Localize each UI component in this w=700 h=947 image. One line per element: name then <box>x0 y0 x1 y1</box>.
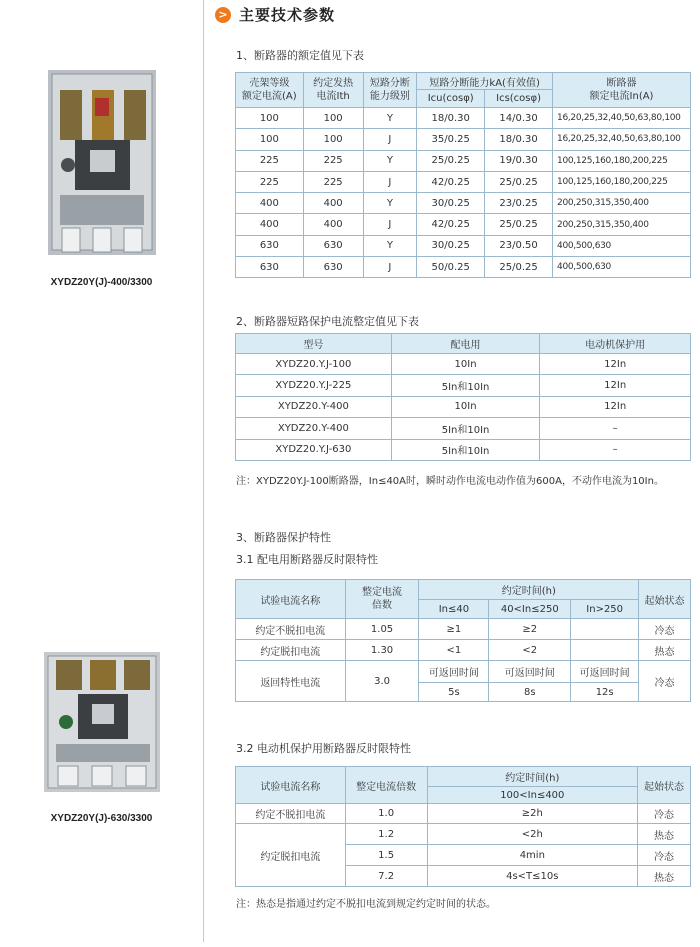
cell: XYDZ20.Y-400 <box>236 396 392 417</box>
cell: 23/0.50 <box>485 235 553 256</box>
cell: Y <box>363 150 417 171</box>
cell: 400 <box>303 214 363 235</box>
table-row <box>236 640 691 661</box>
cell: XYDZ20.Y.J-630 <box>236 439 392 460</box>
cell: 4s<T≤10s <box>427 866 638 887</box>
col-header: 100<In≤400 <box>427 787 638 804</box>
cell: 100 <box>303 129 363 150</box>
cell: 25/0.25 <box>485 171 553 192</box>
cell: <2h <box>427 824 638 845</box>
cell: 630 <box>303 257 363 278</box>
cell: 400 <box>303 193 363 214</box>
col-header: 短路分断 能力级别 <box>363 73 417 108</box>
col-header: 壳架等级 额定电流(A) <box>236 73 304 108</box>
cell: 100,125,160,180,200,225 <box>553 171 691 192</box>
cell: 可返回时间 <box>571 661 639 683</box>
cell: 225 <box>303 150 363 171</box>
table2-title: 2、断路器短路保护电流整定值见下表 <box>236 315 419 328</box>
cell: 25/0.25 <box>485 214 553 235</box>
section3-title: 3、断路器保护特性 <box>236 531 331 544</box>
table-row <box>236 193 691 214</box>
cell: 25/0.25 <box>417 150 485 171</box>
table-row <box>236 171 691 192</box>
col-header: In>250 <box>571 600 639 619</box>
cell <box>571 619 639 640</box>
breaker-image-630 <box>40 652 165 796</box>
cell: 1.30 <box>345 640 419 661</box>
cell: 冷态 <box>638 804 691 824</box>
cell: 225 <box>303 171 363 192</box>
cell: 10In <box>391 354 540 375</box>
product-caption-630: XYDZ20Y(J)-630/3300 <box>50 813 153 824</box>
cell: J <box>363 171 417 192</box>
cell: 200,250,315,350,400 <box>553 193 691 214</box>
col-header: 型号 <box>236 334 392 354</box>
cell: 冷态 <box>639 661 691 702</box>
cell: 16,20,25,32,40,50,63,80,100 <box>553 129 691 150</box>
col-header: 整定电流倍数 <box>345 767 427 804</box>
cell: 12In <box>540 396 691 417</box>
cell: 100 <box>303 108 363 129</box>
rating-table <box>235 72 691 278</box>
cell: 约定不脱扣电流 <box>236 804 346 824</box>
cell: J <box>363 257 417 278</box>
cell: ≥2h <box>427 804 638 824</box>
col-header: 约定发热 电流Ith <box>303 73 363 108</box>
cell: 约定不脱扣电流 <box>236 619 346 640</box>
table3-title: 3.1 配电用断路器反时限特性 <box>236 553 378 566</box>
cell: – <box>540 439 691 460</box>
cell: 630 <box>236 235 304 256</box>
cell: 100 <box>236 108 304 129</box>
section-heading <box>215 4 335 25</box>
product-caption-400: XYDZ20Y(J)-400/3300 <box>50 277 153 288</box>
col-header: 试验电流名称 <box>236 580 346 619</box>
table4-title: 3.2 电动机保护用断路器反时限特性 <box>236 742 411 755</box>
table-row <box>236 108 691 129</box>
cell: 225 <box>236 150 304 171</box>
cell: J <box>363 214 417 235</box>
table-row <box>236 129 691 150</box>
cell: 42/0.25 <box>417 214 485 235</box>
cell: Y <box>363 193 417 214</box>
cell: 5In和10In <box>391 418 540 439</box>
cell: XYDZ20.Y.J-225 <box>236 375 392 396</box>
col-header: 配电用 <box>391 334 540 354</box>
cell: 约定脱扣电流 <box>236 824 346 887</box>
cell: 8s <box>489 683 571 702</box>
table-row <box>236 824 691 845</box>
cell: 1.2 <box>345 824 427 845</box>
cell: 可返回时间 <box>489 661 571 683</box>
cell: 1.5 <box>345 845 427 866</box>
table-row <box>236 619 691 640</box>
cell: ≥1 <box>419 619 489 640</box>
cell: 19/0.30 <box>485 150 553 171</box>
cell: 42/0.25 <box>417 171 485 192</box>
cell: 1.05 <box>345 619 419 640</box>
table-row <box>236 396 691 417</box>
cell: 30/0.25 <box>417 193 485 214</box>
cell: 225 <box>236 171 304 192</box>
col-header: 约定时间(h) <box>427 767 638 787</box>
distribution-characteristic-table <box>235 579 691 702</box>
cell: 30/0.25 <box>417 235 485 256</box>
cell: Y <box>363 235 417 256</box>
motor-characteristic-table <box>235 766 691 887</box>
cell: 25/0.25 <box>485 257 553 278</box>
cell: 可返回时间 <box>419 661 489 683</box>
table1-title: 1、断路器的额定值见下表 <box>236 49 364 62</box>
table-row <box>236 661 691 683</box>
cell: 400,500,630 <box>553 235 691 256</box>
cell: 热态 <box>638 824 691 845</box>
cell: <2 <box>489 640 571 661</box>
cell: – <box>540 418 691 439</box>
cell: 100 <box>236 129 304 150</box>
cell: 返回特性电流 <box>236 661 346 702</box>
cell: <1 <box>419 640 489 661</box>
col-header: Ics(cosφ) <box>485 90 553 108</box>
cell: 400,500,630 <box>553 257 691 278</box>
col-header: 试验电流名称 <box>236 767 346 804</box>
table2-note: 注：XYDZ20Y.J-100断路器，In≤40A时，瞬时动作电流电动作值为600A，不动作电流为10In。 <box>236 476 664 487</box>
table-row <box>236 418 691 439</box>
cell: J <box>363 129 417 150</box>
cell: 冷态 <box>638 845 691 866</box>
cell: 12In <box>540 375 691 396</box>
cell: 约定脱扣电流 <box>236 640 346 661</box>
table4-note: 注：热态是指通过约定不脱扣电流到规定约定时间的状态。 <box>236 899 496 910</box>
cell: 热态 <box>638 866 691 887</box>
chevron-right-icon: > <box>215 7 231 23</box>
cell: 35/0.25 <box>417 129 485 150</box>
setting-table <box>235 333 691 461</box>
cell: 16,20,25,32,40,50,63,80,100 <box>553 108 691 129</box>
page-title: 主要技术参数 <box>239 6 336 24</box>
col-header: In≤40 <box>419 600 489 619</box>
cell: XYDZ20.Y.J-100 <box>236 354 392 375</box>
cell: XYDZ20.Y-400 <box>236 418 392 439</box>
cell: 12In <box>540 354 691 375</box>
col-header: 起始状态 <box>639 580 691 619</box>
cell: 12s <box>571 683 639 702</box>
col-header: 起始状态 <box>638 767 691 804</box>
product-panel <box>0 0 204 942</box>
table-row <box>236 375 691 396</box>
table-row <box>236 257 691 278</box>
cell: 23/0.25 <box>485 193 553 214</box>
cell: 7.2 <box>345 866 427 887</box>
col-header: 整定电流 倍数 <box>345 580 419 619</box>
cell: 10In <box>391 396 540 417</box>
cell: 3.0 <box>345 661 419 702</box>
table-row <box>236 439 691 460</box>
col-header: 电动机保护用 <box>540 334 691 354</box>
cell: ≥2 <box>489 619 571 640</box>
cell: Y <box>363 108 417 129</box>
cell: 200,250,315,350,400 <box>553 214 691 235</box>
table-row <box>236 150 691 171</box>
cell: 100,125,160,180,200,225 <box>553 150 691 171</box>
table-row <box>236 804 691 824</box>
cell: 14/0.30 <box>485 108 553 129</box>
cell: 18/0.30 <box>417 108 485 129</box>
col-header: 断路器 额定电流In(A) <box>553 73 691 108</box>
breaker-image-400 <box>40 70 165 259</box>
cell: 5s <box>419 683 489 702</box>
table-row <box>236 354 691 375</box>
cell: 18/0.30 <box>485 129 553 150</box>
cell: 冷态 <box>639 619 691 640</box>
col-header: 约定时间(h) <box>419 580 639 600</box>
cell: 400 <box>236 214 304 235</box>
col-header: 短路分断能力kA(有效值) <box>417 73 553 90</box>
cell: 1.0 <box>345 804 427 824</box>
cell: 400 <box>236 193 304 214</box>
cell: 5In和10In <box>391 375 540 396</box>
cell <box>571 640 639 661</box>
cell: 5In和10In <box>391 439 540 460</box>
cell: 50/0.25 <box>417 257 485 278</box>
cell: 4min <box>427 845 638 866</box>
col-header: Icu(cosφ) <box>417 90 485 108</box>
cell: 630 <box>303 235 363 256</box>
table-row <box>236 235 691 256</box>
table-row <box>236 214 691 235</box>
col-header: 40<In≤250 <box>489 600 571 619</box>
cell: 630 <box>236 257 304 278</box>
cell: 热态 <box>639 640 691 661</box>
